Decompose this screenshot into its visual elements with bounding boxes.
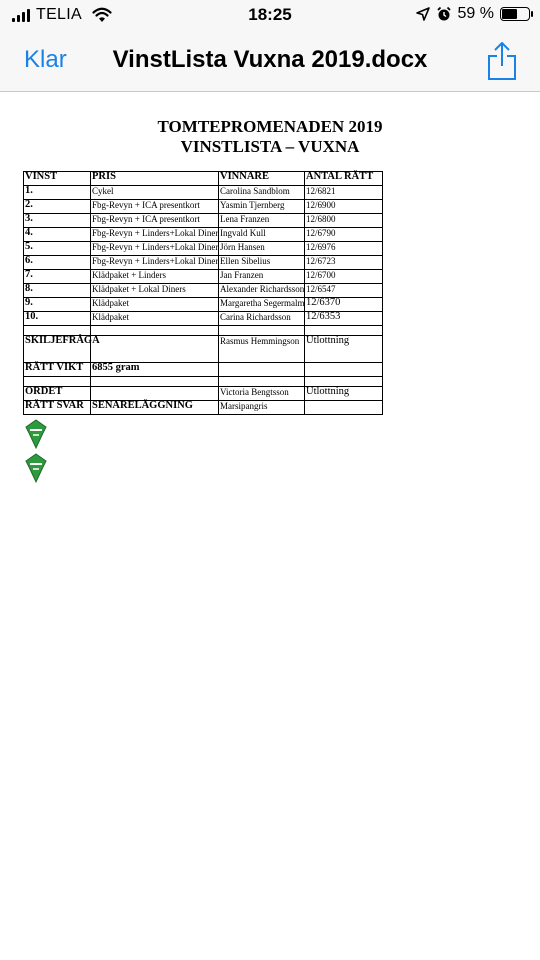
table-row — [24, 214, 383, 228]
table-cell: Rasmus Hemmingson — [219, 336, 305, 363]
battery-fill — [502, 9, 517, 19]
table-cell: 1. — [24, 186, 91, 200]
alarm-clock-icon — [436, 6, 452, 22]
table-cell: 6. — [24, 256, 91, 270]
table-cell: Fbg-Revyn + Linders+Lokal Diner — [91, 228, 219, 242]
table-cell: Utlottning — [305, 387, 383, 401]
table-cell: Jörn Hansen — [219, 242, 305, 256]
table-row-answer — [24, 401, 383, 415]
table-cell: 12/6800 — [305, 214, 383, 228]
table-row — [24, 186, 383, 200]
table-cell: SKILJEFRÅGA — [24, 336, 91, 363]
carrier-label: TELIA — [36, 6, 82, 23]
table-row — [24, 242, 383, 256]
table-cell: 12/6700 — [305, 270, 383, 284]
table-cell: Cykel — [91, 186, 219, 200]
table-row — [24, 312, 383, 326]
table-cell: Ellen Sibelius — [219, 256, 305, 270]
table-cell: 4. — [24, 228, 91, 242]
table-cell: RÄTT VIKT — [24, 363, 91, 377]
header-cell: PRIS — [91, 172, 219, 186]
table-spacer-row — [24, 377, 383, 387]
share-icon[interactable] — [486, 41, 518, 81]
header-cell: VINST — [24, 172, 91, 186]
table-cell: Klädpaket — [91, 298, 219, 312]
table-row-weight — [24, 363, 383, 377]
table-row-word — [24, 387, 383, 401]
table-cell: Fbg-Revyn + ICA presentkort — [91, 200, 219, 214]
table-spacer-row — [24, 326, 383, 336]
table-cell: Utlottning — [305, 336, 383, 363]
table-cell: Fbg-Revyn + ICA presentkort — [91, 214, 219, 228]
table-cell: Lena Franzen — [219, 214, 305, 228]
home-area — [0, 952, 540, 960]
table-cell: 12/6370 — [305, 298, 383, 312]
navigation-bar — [0, 32, 540, 92]
status-time: 18:25 — [248, 5, 292, 24]
table-cell: 12/6900 — [305, 200, 383, 214]
table-cell: Alexander Richardsson — [219, 284, 305, 298]
table-row-tiebreak — [24, 336, 383, 363]
table-cell: Klädpaket + Linders — [91, 270, 219, 284]
header-cell: VINNARE — [219, 172, 305, 186]
table-cell: RÄTT SVAR — [24, 401, 91, 415]
doc-heading-1: TOMTEPROMENADEN 2019 — [157, 117, 383, 136]
status-bar — [0, 0, 540, 32]
club-logo-icon — [24, 419, 48, 449]
table-row — [24, 256, 383, 270]
table-cell: 12/6821 — [305, 186, 383, 200]
table-cell: Ingvald Kull — [219, 228, 305, 242]
table-cell: 6855 gram — [91, 363, 219, 377]
table-cell: 12/6976 — [305, 242, 383, 256]
doc-heading-2: VINSTLISTA – VUXNA — [180, 137, 360, 156]
table-cell: 5. — [24, 242, 91, 256]
header-cell: ANTAL RÄTT — [305, 172, 383, 186]
table-cell: Carolina Sandblom — [219, 186, 305, 200]
table-cell: ORDET — [24, 387, 91, 401]
table-cell: 12/6547 — [305, 284, 383, 298]
table-cell: Fbg-Revyn + Linders+Lokal Diner — [91, 256, 219, 270]
club-logo-icon — [24, 453, 48, 483]
table-cell: Klädpaket + Lokal Diners — [91, 284, 219, 298]
battery-icon — [500, 7, 530, 21]
table-cell: 3. — [24, 214, 91, 228]
table-cell: 12/6723 — [305, 256, 383, 270]
document-page — [0, 93, 540, 953]
table-cell: Victoria Bengtsson — [219, 387, 305, 401]
table-cell: 12/6353 — [305, 312, 383, 326]
table-cell: 12/6790 — [305, 228, 383, 242]
location-arrow-icon — [416, 7, 430, 21]
table-cell: Marsipangris — [219, 401, 305, 415]
status-right — [416, 5, 530, 23]
table-cell: Klädpaket — [91, 312, 219, 326]
table-cell: Carina Richardsson — [219, 312, 305, 326]
table-cell: 9. — [24, 298, 91, 312]
table-cell: 2. — [24, 200, 91, 214]
document-title: VinstLista Vuxna 2019.docx — [112, 46, 428, 73]
table-cell: 7. — [24, 270, 91, 284]
table-cell: 8. — [24, 284, 91, 298]
table-cell: Yasmin Tjernberg — [219, 200, 305, 214]
table-row — [24, 298, 383, 312]
table-cell: Margaretha Segermalm — [219, 298, 305, 312]
table-cell: 10. — [24, 312, 91, 326]
table-row — [24, 270, 383, 284]
battery-percent: 59 % — [457, 5, 494, 22]
table-header-row — [24, 172, 383, 186]
table-row — [24, 228, 383, 242]
table-row — [24, 284, 383, 298]
prize-table — [23, 171, 383, 415]
table-row — [24, 200, 383, 214]
done-button[interactable]: Klar — [24, 46, 67, 73]
table-cell: Jan Franzen — [219, 270, 305, 284]
table-cell: Fbg-Revyn + Linders+Lokal Diner — [91, 242, 219, 256]
table-cell: SENARELÄGGNING — [91, 401, 219, 415]
